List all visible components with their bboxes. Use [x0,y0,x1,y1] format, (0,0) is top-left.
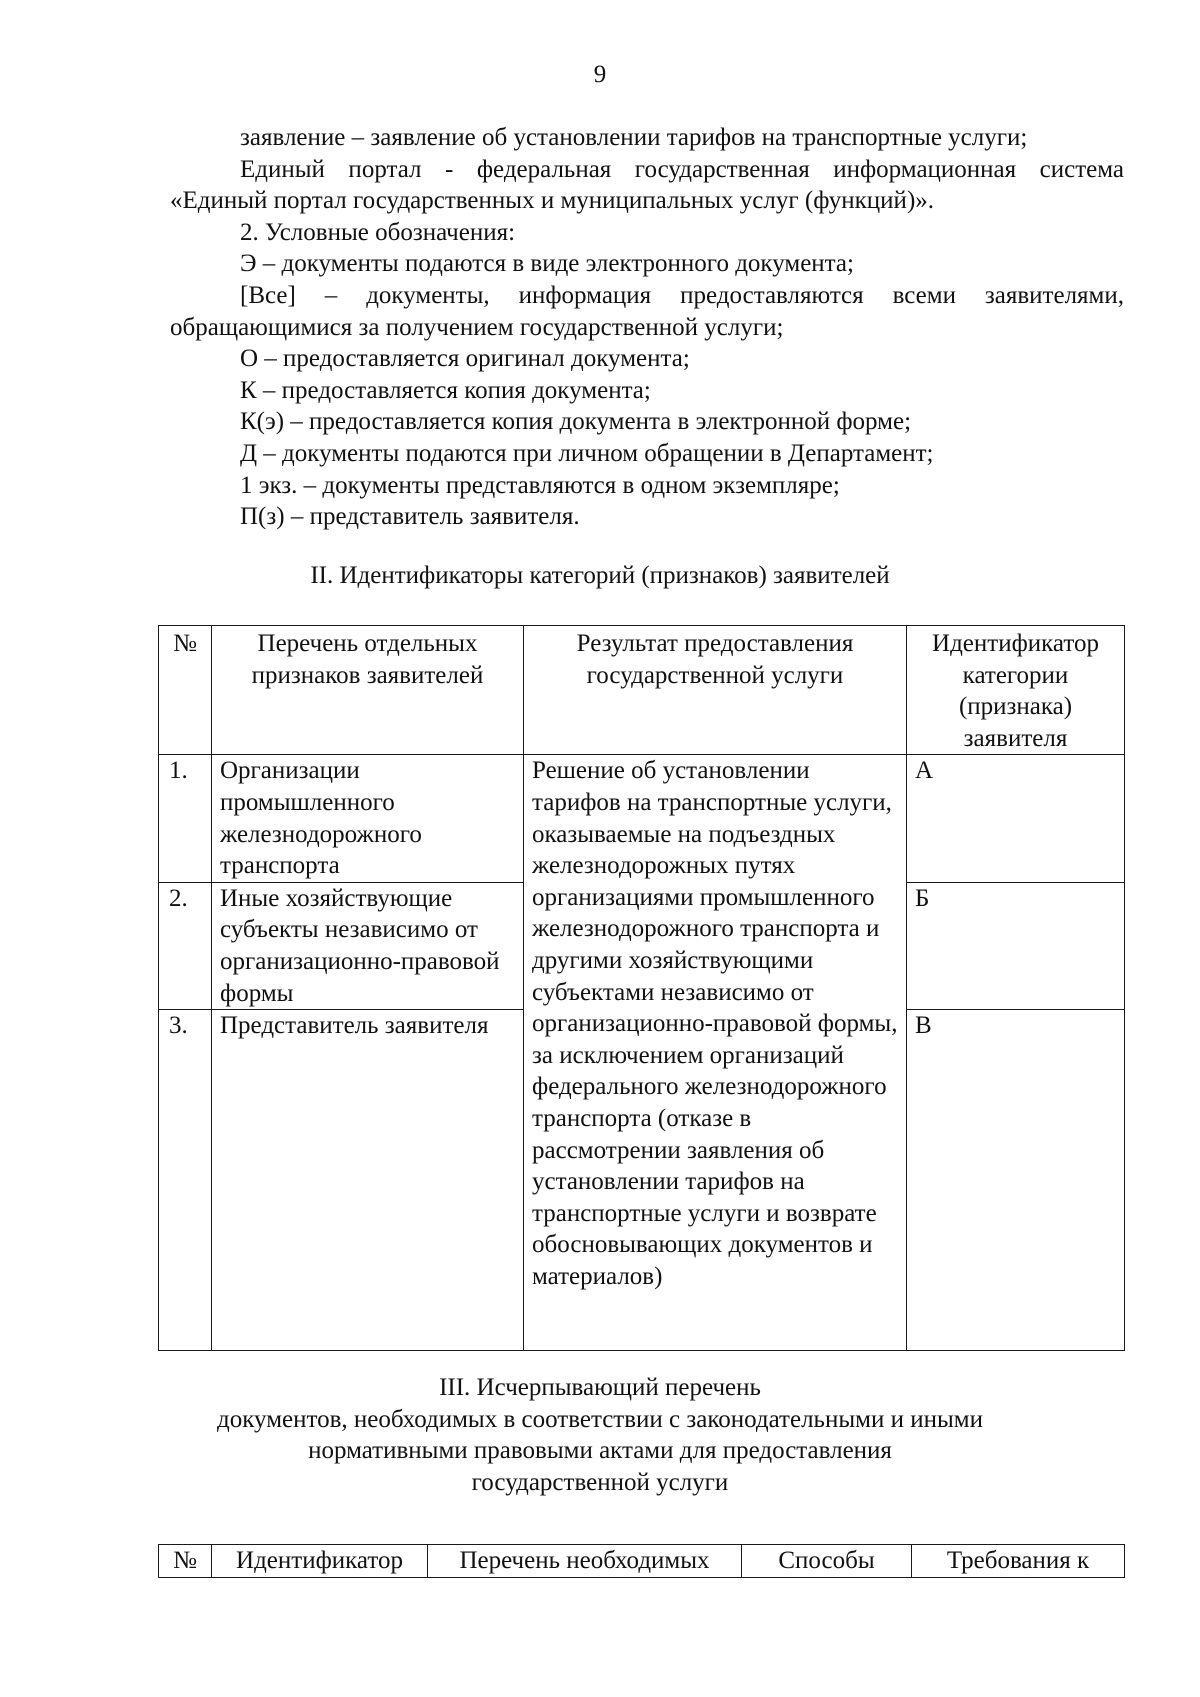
legend-original: О – предоставляется оригинал документа; [240,345,690,373]
row-feature: Организации промышленного железнодорожного транспорта [212,755,524,882]
header-identifier: Идентификатор [212,1545,428,1578]
table-header-row [159,1545,1125,1578]
section3-title-line: нормативными правовыми актами для предоставления [308,1437,892,1465]
header-num: № [159,1545,212,1578]
row-num: 1. [159,755,212,882]
row-feature: Представитель заявителя [212,1010,524,1351]
legend-all-line1: [Все] – документы, информация предоставляются всеми заявителями, [240,281,1124,309]
section3-title-line: государственной услуги [471,1468,729,1496]
row-feature: Иные хозяйствующие субъекты независимо от организационно-правовой формы [212,882,524,1009]
header-result: Результат предоставления государственной услуги [524,626,907,755]
section3-title-line: III. Исчерпывающий перечень [439,1374,761,1401]
header-features: Перечень отдельных признаков заявителей [212,626,524,755]
row-num: 3. [159,1010,212,1351]
header-requirements: Требования к [912,1545,1125,1578]
applicant-categories-table [158,625,1125,1351]
definitions-block [170,122,1124,533]
header-methods: Способы [742,1545,912,1578]
header-documents-list: Перечень необходимых [428,1545,742,1578]
row-identifier: Б [907,882,1125,1009]
documents-table [158,1544,1125,1578]
definition-portal-line1: Единый портал - федеральная государственная информационная система [240,155,1124,183]
result-cell: Решение об установлении тарифов на транспортные услуги, оказываемые на подъездных железнодорожных путях организациями промышленного железнодорожного транспорта и другими хозяйствующими субъектами независимо от организационно-правовой формы, за исключением организаций федерального железнодорожного транспорта (отказе в рассмотрении заявления об установлении тарифов на транспортные услуги и возврате обосновывающих документов и материалов) [524,755,907,1351]
row-identifier: А [907,755,1125,882]
legend-electronic: Э – документы подаются в виде электронного документа; [240,250,854,278]
page-number: 9 [593,61,607,88]
legend-heading: 2. Условные обозначения: [240,218,516,246]
table-header-row [159,626,1125,755]
legend-copy: К – предоставляется копия документа; [240,376,651,404]
definition-application: заявление – заявление об установлении тарифов на транспортные услуги; [240,124,1028,151]
section3-title [0,1372,1200,1498]
legend-all-line2: обращающимися за получением государственной услуги; [170,313,784,341]
legend-personal: Д – документы подаются при личном обращении в Департамент; [240,439,934,467]
row-num: 2. [159,882,212,1009]
legend-representative: П(з) – представитель заявителя. [240,503,580,531]
section3-title-line: документов, необходимых в соответствии с законодательными и иными [217,1405,983,1433]
legend-one-copy: 1 экз. – документы представляются в одном экземпляре; [240,471,840,499]
header-identifier: Идентификатор категории (признака) заявителя [907,626,1125,755]
definition-portal-line2: «Единый портал государственных и муниципальных услуг (функций)». [170,187,935,215]
section2-title: II. Идентификаторы категорий (признаков) заявителей [310,562,890,589]
legend-electronic-copy: К(э) – предоставляется копия документа в электронной форме; [240,408,912,436]
header-num: № [159,626,212,755]
table-row [159,755,1125,882]
row-identifier: В [907,1010,1125,1351]
